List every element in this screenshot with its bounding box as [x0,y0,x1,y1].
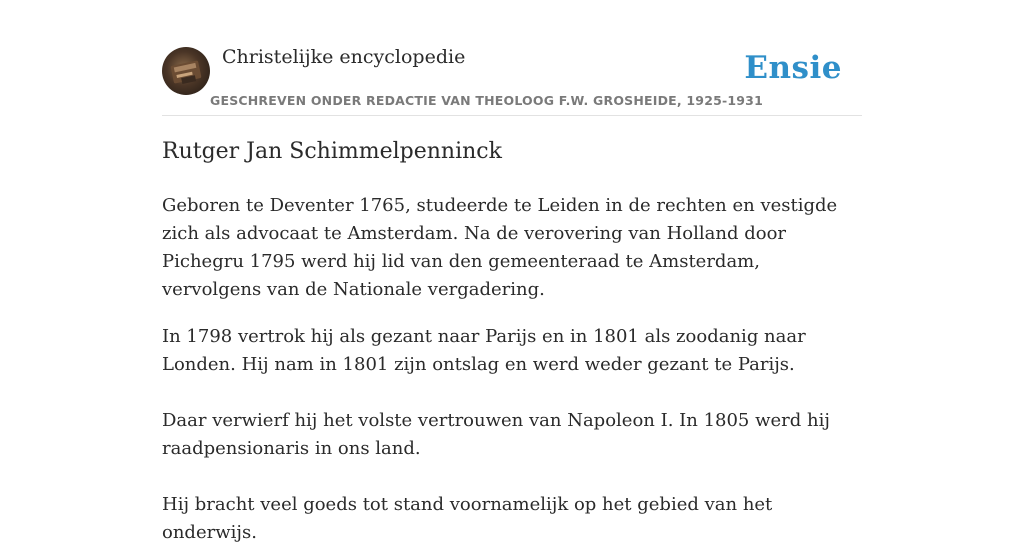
site-header [162,0,862,116]
article-body [162,192,862,547]
article-title: Rutger Jan Schimmelpenninck [162,139,502,164]
article-paragraph: Daar verwierf hij het volste vertrouwen van Napoleon I. In 1805 werd hij raadpensionaris in ons land. [162,410,830,459]
page-container [162,0,862,543]
article-paragraph: Geboren te Deventer 1765, studeerde te Leiden in de rechten en vestigde zich als advocaat te Amsterdam. Na de verovering van Holland door Pichegru 1795 werd hij lid van den gemeenteraad te Amsterdam, vervolgens van de Nationale vergadering. [162,195,838,300]
article-paragraph: In 1798 vertrok hij als gezant naar Parijs en in 1801 als zoodanig naar Londen. Hij nam in 1801 zijn ontslag en werd weder gezant te Parijs. [162,326,806,375]
site-subtitle: GESCHREVEN ONDER REDACTIE VAN THEOLOOG F.W. GROSHEIDE, 1925-1931 [210,93,763,108]
site-title[interactable]: Christelijke encyclopedie [222,46,466,68]
book-cover-icon [162,47,210,95]
avatar[interactable] [162,47,210,95]
article-paragraph: Hij bracht veel goeds tot stand voornamelijk op het gebied van het onderwijs. [162,494,773,543]
brand-logo-link[interactable]: Ensie [744,50,842,86]
